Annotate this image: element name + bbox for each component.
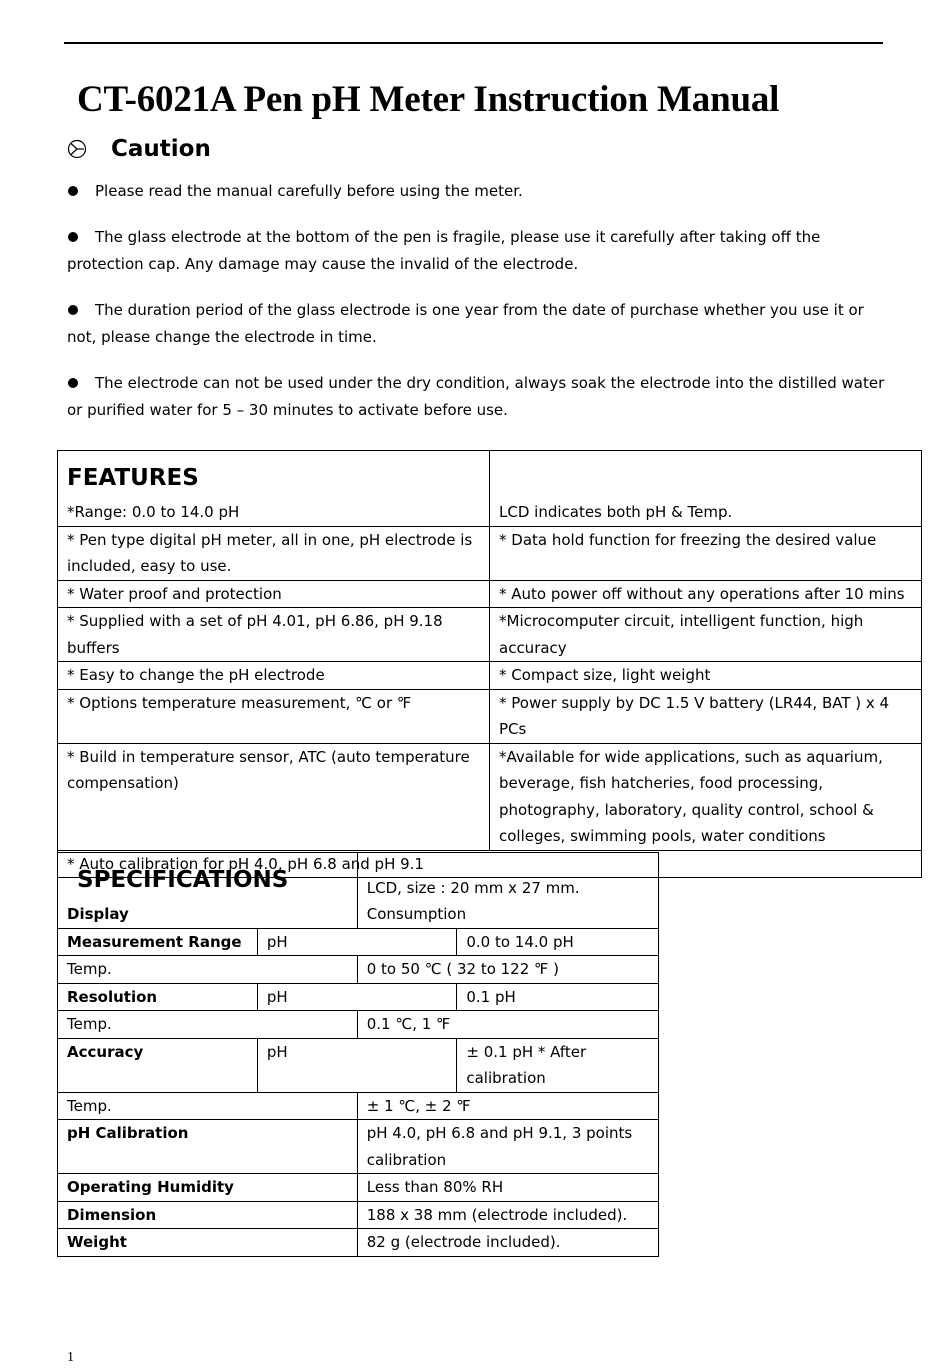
spec-value: LCD, size : 20 mm x 27 mm. Consumption	[357, 853, 658, 929]
feature-cell: * Supplied with a set of pH 4.01, pH 6.86, pH 9.18 buffers	[58, 608, 490, 662]
table-row	[58, 1201, 659, 1229]
bullet-icon	[68, 232, 78, 242]
feature-cell: * Auto calibration for pH 4.0, pH 6.8 and pH 9.1	[58, 850, 922, 878]
spec-value: Less than 80% RH	[357, 1174, 658, 1202]
spec-value: 82 g (electrode included).	[357, 1229, 658, 1257]
features-table	[57, 450, 922, 878]
features-heading: FEATURES	[67, 465, 199, 491]
spec-label: Dimension	[58, 1201, 358, 1229]
spec-label: Display	[67, 905, 129, 923]
page-number: 1	[67, 1350, 74, 1365]
spec-value: 0 to 50 ℃ ( 32 to 122 ℉ )	[357, 956, 658, 984]
feature-cell: * Easy to change the pH electrode	[58, 662, 490, 690]
caution-item: The electrode can not be used under the dry condition, always soak the electrode into the distilled water or purified water for 5 – 30 minutes to activate before use.	[67, 374, 885, 419]
feature-cell: * Build in temperature sensor, ATC (auto temperature compensation)	[58, 743, 490, 850]
spec-value: 0.1 pH	[457, 983, 659, 1011]
specifications-table	[57, 852, 659, 1257]
table-row	[58, 580, 922, 608]
table-row	[58, 983, 659, 1011]
spec-value: 188 x 38 mm (electrode included).	[357, 1201, 658, 1229]
spec-label: Operating Humidity	[58, 1174, 358, 1202]
table-row	[58, 1229, 659, 1257]
spec-sublabel: pH	[257, 1038, 456, 1092]
table-row	[58, 526, 922, 580]
table-row	[58, 928, 659, 956]
feature-cell: * Data hold function for freezing the desired value	[490, 526, 922, 580]
spec-value: pH 4.0, pH 6.8 and pH 9.1, 3 points calibration	[357, 1120, 658, 1174]
table-row	[58, 1092, 659, 1120]
feature-cell: *Available for wide applications, such as aquarium, beverage, fish hatcheries, food processing, photography, laboratory, quality control, school & colleges, swimming pools, water conditions	[490, 743, 922, 850]
spec-sublabel: Temp.	[58, 1011, 358, 1039]
feature-cell: * Options temperature measurement, ℃ or ℉	[58, 689, 490, 743]
bullet-icon	[68, 186, 78, 196]
spec-value: ± 0.1 pH * After calibration	[457, 1038, 659, 1092]
spec-value: ± 1 ℃, ± 2 ℉	[357, 1092, 658, 1120]
table-row	[58, 743, 922, 850]
table-row	[58, 853, 659, 929]
table-row	[58, 1011, 659, 1039]
feature-cell: * Water proof and protection	[58, 580, 490, 608]
spec-value: 0.1 ℃, 1 ℉	[357, 1011, 658, 1039]
spec-label: Weight	[58, 1229, 358, 1257]
spec-sublabel: Temp.	[58, 1092, 358, 1120]
spec-label: Accuracy	[58, 1038, 258, 1092]
caution-heading-row	[67, 136, 211, 162]
table-row	[58, 662, 922, 690]
bullet-icon	[68, 378, 78, 388]
feature-cell: *Range: 0.0 to 14.0 pH	[67, 503, 240, 521]
feature-cell: *Microcomputer circuit, intelligent function, high accuracy	[490, 608, 922, 662]
spec-sublabel: pH	[257, 928, 456, 956]
spec-value: 0.0 to 14.0 pH	[457, 928, 659, 956]
caution-heading: Caution	[111, 136, 211, 162]
spec-sublabel: Temp.	[58, 956, 358, 984]
spec-label: Measurement Range	[58, 928, 258, 956]
spec-label: Resolution	[58, 983, 258, 1011]
spec-label: pH Calibration	[58, 1120, 358, 1174]
bullet-icon	[68, 305, 78, 315]
caution-list	[67, 178, 887, 443]
table-row	[58, 956, 659, 984]
feature-cell: * Power supply by DC 1.5 V battery (LR44, BAT ) x 4 PCs	[490, 689, 922, 743]
caution-item: The glass electrode at the bottom of the pen is fragile, please use it carefully after taking off the protection cap. Any damage may cause the invalid of the electrode.	[67, 228, 821, 273]
table-row	[58, 608, 922, 662]
page-title: CT-6021A Pen pH Meter Instruction Manual	[77, 79, 780, 120]
feature-cell: * Compact size, light weight	[490, 662, 922, 690]
feature-cell: * Auto power off without any operations after 10 mins	[490, 580, 922, 608]
caution-item: The duration period of the glass electrode is one year from the date of purchase whether you use it or not, please change the electrode in time.	[67, 301, 864, 346]
table-row	[58, 451, 922, 527]
top-rule	[64, 42, 883, 44]
specifications-heading: SPECIFICATIONS	[77, 867, 289, 893]
feature-cell: LCD indicates both pH & Temp.	[499, 503, 733, 521]
caution-item: Please read the manual carefully before using the meter.	[67, 178, 887, 205]
caution-icon	[67, 139, 87, 159]
table-row	[58, 689, 922, 743]
table-row	[58, 1120, 659, 1174]
table-row	[58, 1174, 659, 1202]
table-row	[58, 1038, 659, 1092]
feature-cell: * Pen type digital pH meter, all in one, pH electrode is included, easy to use.	[58, 526, 490, 580]
spec-sublabel: pH	[257, 983, 456, 1011]
